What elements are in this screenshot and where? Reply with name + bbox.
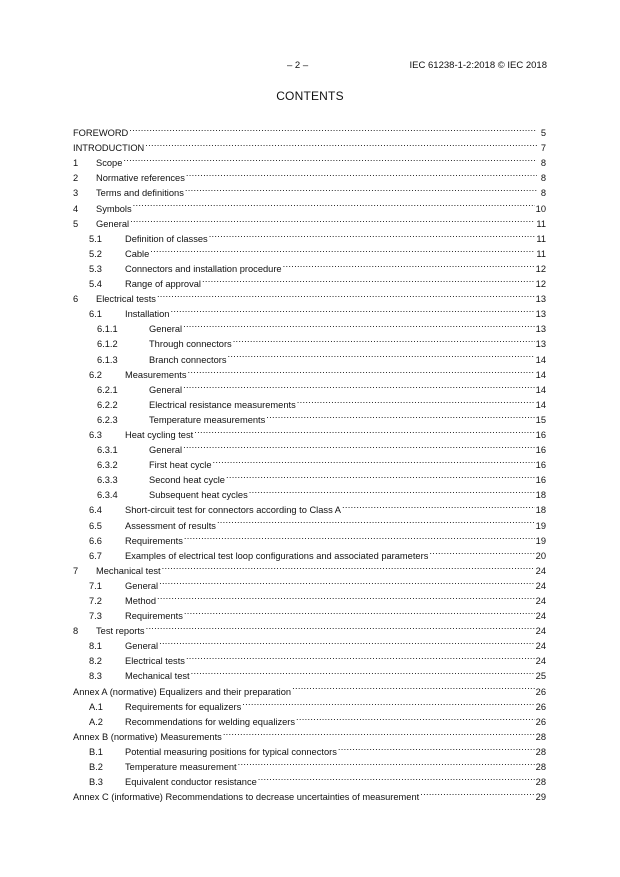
toc-entry-page: 28: [535, 762, 546, 773]
toc-dot-leader: [217, 513, 535, 528]
toc-entry-page: 18: [535, 505, 546, 516]
toc-entry-title: General: [149, 384, 183, 395]
toc-entry-title: Symbols: [96, 203, 132, 214]
toc-entry-title: Temperature measurements: [149, 414, 266, 425]
toc-dot-leader: [186, 649, 535, 664]
toc-entry-title: First heat cycle: [149, 460, 212, 471]
toc-entry-title: Connectors and installation procedure: [125, 263, 282, 274]
toc-entry[interactable]: [73, 136, 546, 154]
toc-entry-title: Range of approval: [125, 279, 201, 290]
toc-entry[interactable]: [73, 227, 546, 242]
toc-entry-page: 15: [535, 414, 546, 425]
table-of-contents: [73, 121, 546, 803]
toc-entry-page: 5: [540, 128, 546, 139]
toc-entry-title: Subsequent heat cycles: [149, 490, 248, 501]
toc-entry-title: Definition of classes: [125, 233, 208, 244]
toc-dot-leader: [292, 679, 535, 694]
toc-entry-title: Mechanical test: [96, 565, 161, 576]
toc-entry-number: 1: [73, 158, 79, 169]
toc-entry-number: 6.2.1: [97, 384, 118, 395]
toc-entry-number: 6.5: [89, 520, 102, 531]
toc-entry-page: 13: [535, 309, 546, 320]
toc-entry-page: 28: [535, 746, 546, 757]
toc-entry-title: Requirements for equalizers: [125, 701, 242, 712]
document-reference: IEC 61238-1-2:2018 © IEC 2018: [409, 60, 547, 71]
toc-entry-page: 8: [540, 158, 546, 169]
toc-entry-page: 13: [535, 294, 546, 305]
toc-dot-leader: [150, 242, 535, 257]
toc-entry-title: Assessment of results: [125, 520, 216, 531]
toc-entry-title: Normative references: [96, 173, 185, 184]
toc-dot-leader: [194, 423, 534, 438]
toc-entry-page: 14: [535, 369, 546, 380]
toc-entry-number: A.1: [89, 701, 103, 712]
toc-entry-title: General: [125, 641, 159, 652]
toc-entry-page: 10: [535, 203, 546, 214]
toc-entry-number: 6.1.2: [97, 339, 118, 350]
toc-entry-title: Examples of electrical test loop configurations and associated parameters: [125, 550, 429, 561]
toc-entry-number: 8.3: [89, 671, 102, 682]
toc-entry-page: 24: [535, 596, 546, 606]
toc-entry-title: Electrical tests: [125, 656, 185, 667]
toc-dot-leader: [188, 363, 535, 378]
toc-entry-title: Mechanical test: [125, 671, 190, 682]
toc-entry-title: Annex B (normative) Measurements: [73, 731, 222, 742]
toc-entry-number: 6.6: [89, 535, 102, 546]
toc-entry-title: Heat cycling test: [125, 429, 194, 440]
toc-dot-leader: [209, 227, 536, 242]
toc-entry-page: 8: [540, 173, 546, 184]
toc-entry-title: Cable: [125, 248, 150, 259]
toc-entry-page: 16: [535, 475, 546, 486]
toc-dot-leader: [338, 740, 535, 755]
toc-entry-page: 14: [535, 384, 546, 395]
toc-dot-leader: [228, 347, 535, 362]
toc-entry-page: 26: [535, 701, 546, 712]
toc-dot-leader: [266, 408, 534, 423]
toc-entry-title: Second heat cycle: [149, 475, 225, 486]
toc-dot-leader: [123, 151, 537, 166]
toc-entry-title: INTRODUCTION: [73, 143, 145, 154]
toc-entry-title: Measurements: [125, 369, 187, 380]
page-number: – 2 –: [287, 60, 309, 71]
toc-entry-page: 13: [535, 324, 546, 335]
toc-entry[interactable]: [73, 196, 546, 214]
toc-entry[interactable]: [73, 166, 546, 184]
page-header: [0, 60, 620, 74]
toc-entry-number: 4: [73, 203, 79, 214]
toc-dot-leader: [185, 181, 537, 196]
toc-entry-title: Terms and definitions: [96, 188, 184, 199]
toc-entry-number: 6.3: [89, 429, 102, 440]
toc-entry-number: 7.3: [89, 611, 102, 622]
toc-entry-title: Potential measuring positions for typical connectors: [125, 746, 337, 757]
toc-entry-number: 6.4: [89, 505, 102, 516]
toc-entry-page: 28: [535, 777, 546, 788]
toc-dot-leader: [146, 619, 535, 634]
toc-dot-leader: [184, 604, 535, 619]
toc-dot-leader: [202, 272, 535, 287]
toc-entry-number: 6.2.3: [97, 414, 118, 425]
toc-dot-leader: [242, 695, 534, 710]
toc-entry-title: Requirements: [125, 535, 183, 546]
toc-entry-title: Electrical tests: [96, 294, 156, 305]
toc-entry-page: 19: [535, 535, 546, 546]
toc-entry-number: 5: [73, 218, 79, 229]
toc-entry-page: 28: [535, 731, 546, 742]
toc-dot-leader: [170, 302, 534, 317]
toc-entry-title: Annex A (normative) Equalizers and their preparation: [73, 686, 292, 697]
toc-entry-number: B.3: [89, 777, 103, 788]
toc-entry-page: 13: [535, 339, 546, 350]
toc-entry-title: Branch connectors: [149, 354, 227, 365]
toc-dot-leader: [191, 664, 535, 679]
toc-entry-title: Method: [125, 596, 157, 606]
toc-entry-number: B.2: [89, 762, 103, 773]
toc-entry-number: 7.2: [89, 596, 102, 606]
toc-entry-title: Temperature measurement: [125, 762, 237, 773]
toc-dot-leader: [133, 196, 535, 211]
toc-entry-page: 7: [540, 143, 546, 154]
toc-entry-page: 18: [535, 490, 546, 501]
toc-entry-title: Short-circuit test for connectors according to Class A: [125, 505, 341, 516]
toc-entry-page: 14: [535, 354, 546, 365]
toc-entry-title: Requirements: [125, 611, 183, 622]
toc-entry-number: 6.7: [89, 550, 102, 561]
toc-dot-leader: [159, 574, 535, 589]
toc-entry-page: 16: [535, 429, 546, 440]
toc-dot-leader: [297, 393, 535, 408]
toc-entry-title: Annex C (informative) Recommendations to decrease uncertainties of measurement: [73, 792, 420, 803]
toc-dot-leader: [213, 453, 535, 468]
toc-dot-leader: [162, 559, 535, 574]
toc-entry-number: 6.2: [89, 369, 102, 380]
toc-entry-title: General: [96, 218, 130, 229]
toc-entry-title: Through connectors: [149, 339, 232, 350]
toc-entry-title: General: [149, 445, 183, 456]
toc-entry-title: Recommendations for welding equalizers: [125, 716, 296, 727]
toc-entry-number: 6.1: [89, 309, 102, 320]
toc-dot-leader: [283, 257, 535, 272]
toc-entry-number: 8.2: [89, 656, 102, 667]
toc-entry-title: Test reports: [96, 626, 145, 637]
toc-entry-page: 19: [535, 520, 546, 531]
toc-entry-page: 20: [535, 550, 546, 561]
toc-entry-title: Scope: [96, 158, 123, 169]
toc-dot-leader: [157, 287, 535, 302]
toc-entry-title: FOREWORD: [73, 128, 129, 139]
toc-dot-leader: [258, 770, 535, 785]
toc-entry-title: General: [125, 580, 159, 591]
toc-dot-leader: [184, 529, 535, 544]
toc-dot-leader: [157, 589, 535, 604]
toc-dot-leader: [429, 544, 534, 559]
toc-entry-number: 6.3.3: [97, 475, 118, 486]
toc-dot-leader: [296, 710, 535, 725]
toc-entry-page: 25: [535, 671, 546, 682]
toc-dot-leader: [183, 317, 535, 332]
toc-entry-number: 7.1: [89, 580, 102, 591]
toc-entry-page: 8: [540, 188, 546, 199]
toc-entry-page: 24: [535, 565, 546, 576]
toc-entry-page: 12: [535, 279, 546, 290]
toc-dot-leader: [226, 468, 535, 483]
toc-entry-page: 11: [536, 248, 546, 259]
toc-entry-page: 24: [535, 626, 546, 637]
toc-dot-leader: [342, 498, 535, 513]
toc-entry-title: Electrical resistance measurements: [149, 399, 296, 410]
toc-entry-number: 6: [73, 294, 79, 305]
toc-entry-title: Installation: [125, 309, 170, 320]
toc-dot-leader: [238, 755, 535, 770]
toc-entry-number: 5.4: [89, 279, 102, 290]
toc-dot-leader: [183, 438, 535, 453]
toc-entry-page: 24: [535, 641, 546, 652]
toc-entry-title: Equivalent conductor resistance: [125, 777, 257, 788]
toc-entry-number: 2: [73, 173, 79, 184]
toc-entry[interactable]: [73, 151, 546, 169]
toc-entry-number: 5.3: [89, 263, 102, 274]
contents-title: CONTENTS: [276, 89, 344, 103]
toc-entry-number: 6.3.4: [97, 490, 118, 501]
toc-entry-number: 7: [73, 565, 79, 576]
toc-entry-title: General: [149, 324, 183, 335]
toc-entry-page: 16: [535, 460, 546, 471]
toc-entry-number: 5.2: [89, 248, 102, 259]
toc-dot-leader: [145, 136, 537, 151]
toc-entry-number: B.1: [89, 746, 103, 757]
toc-entry-number: 6.1.1: [97, 324, 118, 335]
toc-entry[interactable]: [73, 212, 546, 227]
toc-entry-page: 14: [535, 399, 546, 410]
toc-dot-leader: [223, 725, 535, 740]
toc-entry-number: 8.1: [89, 641, 102, 652]
toc-dot-leader: [249, 483, 535, 498]
toc-entry-number: 6.1.3: [97, 354, 118, 365]
toc-entry-number: 6.3.2: [97, 460, 118, 471]
toc-entry[interactable]: [73, 121, 546, 139]
toc-dot-leader: [129, 121, 537, 136]
toc-dot-leader: [420, 785, 534, 800]
toc-entry-page: 24: [535, 611, 546, 622]
toc-entry-page: 24: [535, 656, 546, 667]
toc-entry-number: 8: [73, 626, 79, 637]
toc-entry-number: 5.1: [89, 233, 102, 244]
toc-dot-leader: [186, 166, 537, 181]
toc-entry-page: 26: [535, 686, 546, 697]
toc-entry-number: 6.3.1: [97, 445, 118, 456]
toc-entry-number: 3: [73, 188, 79, 199]
toc-entry-page: 29: [535, 792, 546, 803]
toc-entry-page: 16: [535, 445, 546, 456]
toc-dot-leader: [183, 378, 535, 393]
toc-entry-number: A.2: [89, 716, 103, 727]
toc-entry-page: 12: [535, 263, 546, 274]
toc-entry-page: 11: [536, 233, 546, 244]
toc-entry-page: 24: [535, 580, 546, 591]
toc-entry-number: 6.2.2: [97, 399, 118, 410]
toc-dot-leader: [233, 332, 535, 347]
toc-entry-page: 11: [536, 218, 546, 229]
toc-entry-page: 26: [535, 716, 546, 727]
toc-dot-leader: [159, 634, 535, 649]
toc-dot-leader: [130, 212, 535, 227]
